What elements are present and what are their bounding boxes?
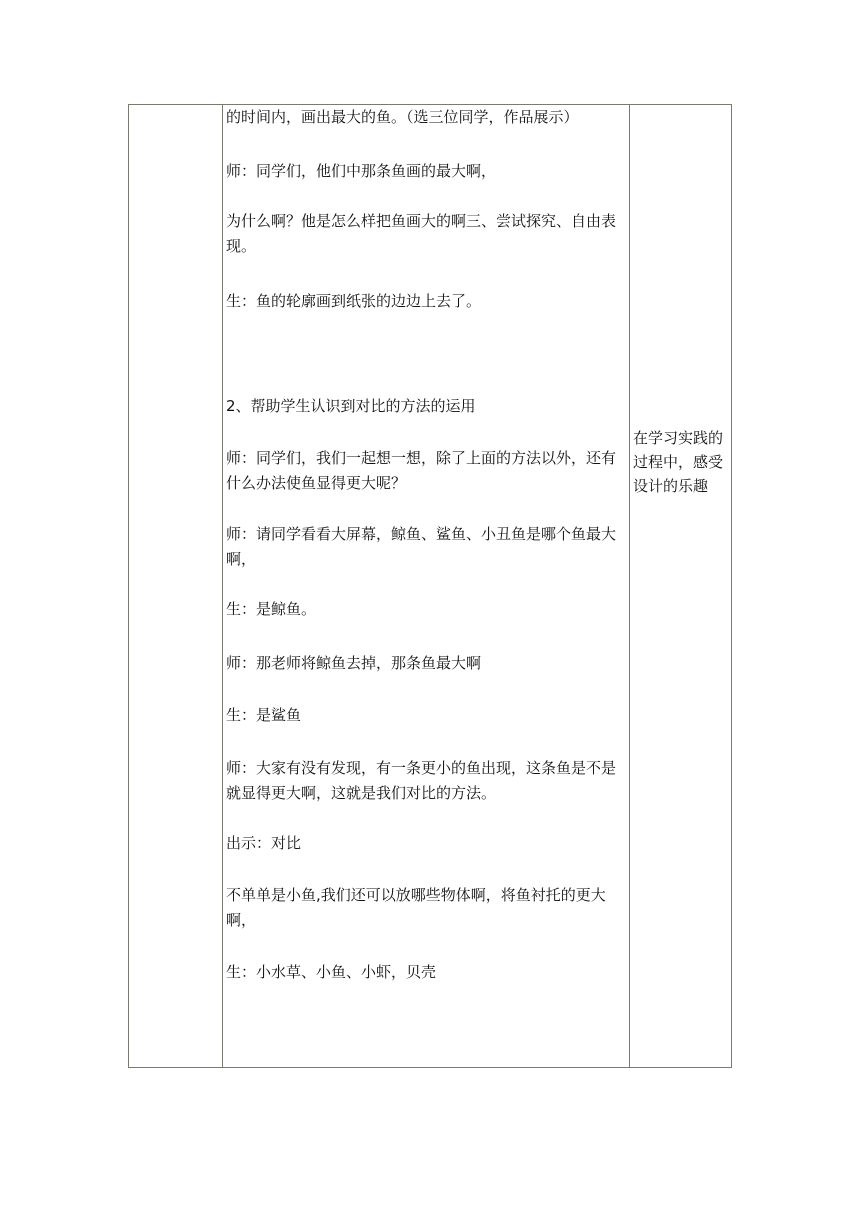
table-column-content xyxy=(223,105,630,1067)
content-paragraph: 出示：对比 xyxy=(226,834,302,852)
content-paragraph: 师：大家有没有发现，有一条更小的鱼出现，这条鱼是不是就显得更大啊，这就是我们对比的方法。 xyxy=(226,759,617,802)
content-paragraph: 师：那老师将鲸鱼去掉，那条鱼最大啊 xyxy=(226,654,482,672)
content-paragraph: 生：是鲨鱼 xyxy=(226,706,302,724)
table-column-notes xyxy=(630,105,731,1067)
content-paragraph: 师：同学们，我们一起想一想，除了上面的方法以外，还有什么办法使鱼显得更大呢？ xyxy=(226,449,617,492)
content-paragraph: 的时间内，画出最大的鱼。（选三位同学，作品展示） xyxy=(226,108,579,126)
content-paragraph: 师：请同学看看大屏幕，鲸鱼、鲨鱼、小丑鱼是哪个鱼最大啊， xyxy=(226,525,617,568)
content-paragraph: 师：同学们，他们中那条鱼画的最大啊， xyxy=(226,162,497,180)
content-paragraph: 2、帮助学生认识到对比的方法的运用 xyxy=(226,397,476,415)
design-intent-note: 在学习实践的过程中，感受设计的乐趣 xyxy=(633,429,724,495)
content-paragraph: 生：小水草、小鱼、小虾，贝壳 xyxy=(226,963,437,981)
content-paragraph: 生：是鲸鱼。 xyxy=(226,600,317,618)
content-paragraph: 生：鱼的轮廓画到纸张的边边上去了。 xyxy=(226,292,482,310)
content-paragraph: 为什么啊？他是怎么样把鱼画大的啊三、尝试探究、自由表现。 xyxy=(226,212,617,255)
content-paragraph: 不单单是小鱼,我们还可以放哪些物体啊，将鱼衬托的更大啊， xyxy=(226,886,606,929)
table-column-left xyxy=(129,105,223,1067)
lesson-plan-table xyxy=(128,104,732,1068)
